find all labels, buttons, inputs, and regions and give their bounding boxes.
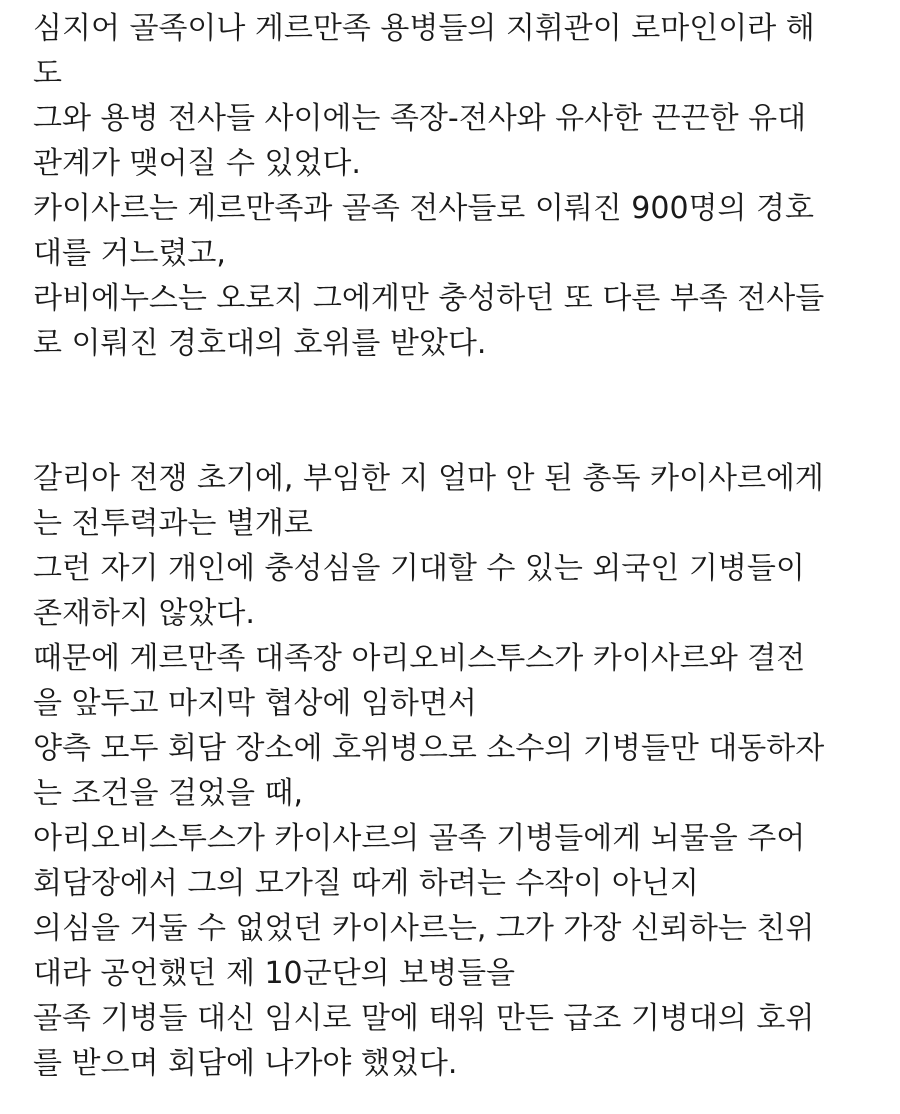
- text-line: 라비에누스는 오로지 그에게만 충성하던 또 다른 부족 전사들: [33, 281, 825, 316]
- paragraph-1: [33, 6, 883, 366]
- text-line: 아리오비스투스가 카이사르의 골족 기병들에게 뇌물을 주어: [33, 821, 806, 856]
- text-line: 심지어 골족이나 게르만족 용병들의 지휘관이 로마인이라 해: [33, 11, 815, 46]
- text-line: 때문에 게르만족 대족장 아리오비스투스가 카이사르와 결전: [33, 641, 806, 676]
- text-line: 그와 용병 전사들 사이에는 족장-전사와 유사한 끈끈한 유대: [33, 101, 807, 136]
- text-line: 존재하지 않았다.: [33, 596, 255, 631]
- text-line: 갈리아 전쟁 초기에, 부임한 지 얼마 안 된 총독 카이사르에게: [33, 461, 824, 496]
- text-line: 의심을 거둘 수 없었던 카이사르는, 그가 가장 신뢰하는 친위: [33, 911, 815, 946]
- paragraph-spacer: [33, 366, 883, 456]
- text-line: 골족 기병들 대신 임시로 말에 태워 만든 급조 기병대의 호위: [33, 1001, 815, 1036]
- text-line: 대라 공언했던 제 10군단의 보병들을: [33, 956, 516, 991]
- text-line: 회담장에서 그의 모가질 따게 하려는 수작이 아닌지: [33, 866, 699, 901]
- text-line: 관계가 맺어질 수 있었다.: [33, 146, 361, 181]
- text-line: 카이사르는 게르만족과 골족 전사들로 이뤄진 900명의 경호: [33, 191, 815, 226]
- text-line: 는 전투력과는 별개로: [33, 506, 313, 541]
- text-line: 대를 거느렸고,: [33, 236, 226, 271]
- paragraph-2: [33, 456, 883, 1086]
- text-line: 는 조건을 걸었을 때,: [33, 776, 303, 811]
- text-line: 그런 자기 개인에 충성심을 기대할 수 있는 외국인 기병들이: [33, 551, 805, 586]
- text-line: 를 받으며 회담에 나가야 했었다.: [33, 1046, 458, 1081]
- text-line: 도: [33, 56, 62, 91]
- text-line: 로 이뤄진 경호대의 호위를 받았다.: [33, 326, 487, 361]
- text-line: 을 앞두고 마지막 협상에 임하면서: [33, 686, 477, 721]
- text-line: 양측 모두 회담 장소에 호위병으로 소수의 기병들만 대동하자: [33, 731, 825, 766]
- document-body: [33, 6, 883, 1086]
